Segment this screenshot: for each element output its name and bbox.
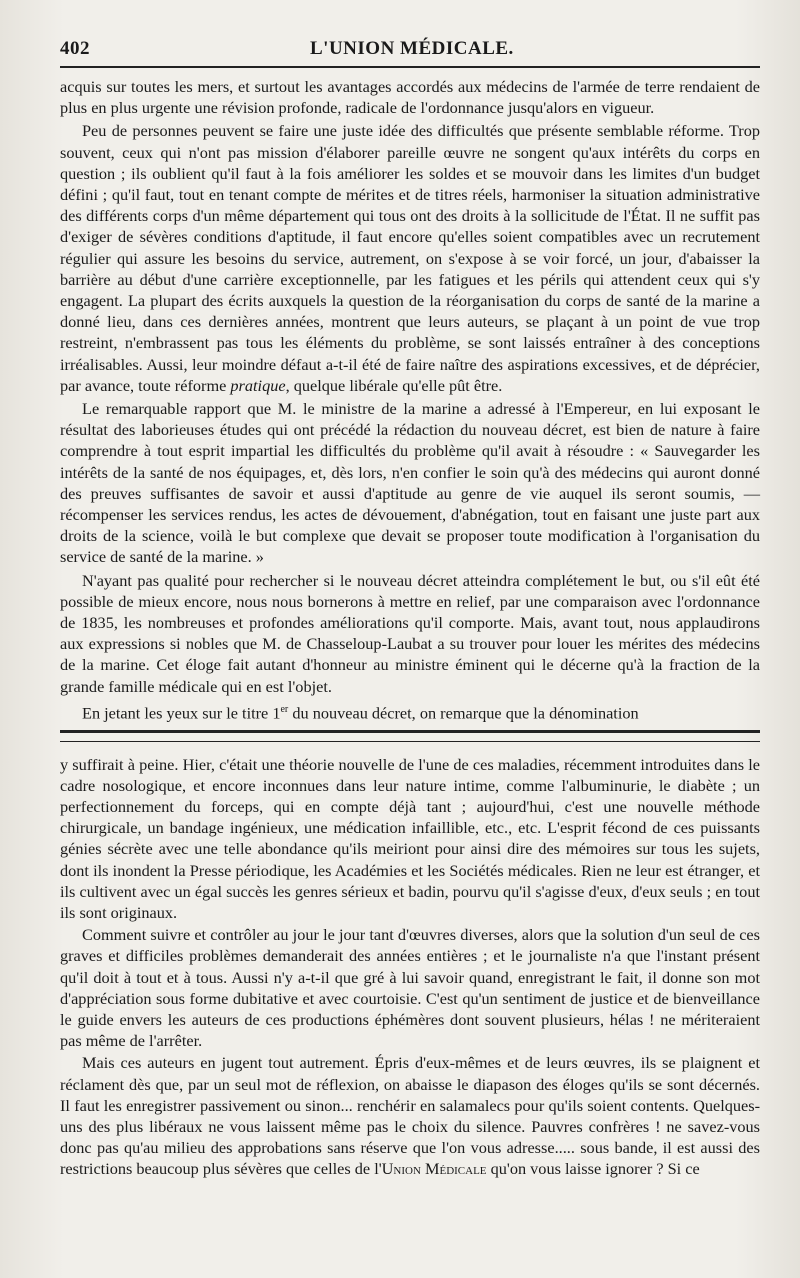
journal-title: L'UNION MÉDICALE. xyxy=(310,38,514,59)
feuilleton-paragraph-3: Mais ces auteurs en jugent tout autrement. Épris d'eux-mêmes et de leurs œuvres, ils se plaignent et réclament dès que, par un seul mot de réflexion, on abaisse le diapason des éloges qu'ils se sont décernés. Il faut les enregistrer passivement ou sinon... renchérir en salamalecs pour qu'ils soient contents. Quelques-uns des plus libéraux ne vous laissent même pas le choix du silence. Pauvres confrères ! ne savez-vous donc pas qu'au milieu des approbations sans réserve que l'on vous adresse..... sous bande, il est aussi des restrictions beaucoup plus sévères que celles de l'Union Médicale qu'on vous laisse ignorer ? Si ce xyxy=(60,1053,760,1179)
article-paragraph-5: En jetant les yeux sur le titre 1er du nouveau décret, on remarque que la dénomination xyxy=(82,703,639,723)
italic-emphasis: pratique xyxy=(230,375,286,395)
article-body xyxy=(60,68,760,724)
feuilleton-paragraph-1: y suffirait à peine. Hier, c'était une théorie nouvelle de l'une de ces maladies, récemment introduites dans le cadre nosologique, et encore inconnues dans leur nature intime, comme l'albuminurie, le diabète ; un perfectionnement du forceps, qui en compte déjà tant ; aujourd'hui, c'est une nouvelle méthode chirurgicale, un bandage ingénieux, une médication infaillible, etc., etc. L'esprit fécond de ces puissants génies sécrète avec une telle abondance qu'ils meiriont pour ainsi dire des mémoires sur tous les sujets, dont ils inondent la Presse périodique, les Académies et les Sociétés médicales. Rien ne leur est étranger, et ils cultivent avec un égal succès les genres sérieux et badin, pourvu qu'il s'agisse d'eux, d'eux seuls ; en tout ils sont originaux. xyxy=(60,754,760,922)
article-paragraph-1: acquis sur toutes les mers, et surtout les avantages accordés aux médecins de l'armée de terre rendaient de plus en plus urgente une révision profonde, radicale de l'ordonnance jusqu'alors en vigueur. xyxy=(60,77,760,118)
feuilleton-divider xyxy=(60,730,760,742)
article-paragraph-2: Peu de personnes peuvent se faire une juste idée des difficultés que présente semblable réforme. Trop souvent, ceux qui n'ont pas mission d'élaborer pareille œuvre ne songent qu'aux intérêts du corps en question ; ils oublient qu'il faut à la fois améliorer les soldes et se mouvoir dans les limites d'un budget défini ; qu'il faut, tout en tenant compte de mérites et de titres réels, harmoniser la situation administrative des différents corps d'un même département qui tous ont des droits à la sollicitude de l'État. Il ne suffit pas d'exiger de sévères conditions d'aptitude, il faut encore qu'elles soient compatibles avec un recrutement régulier qui assure les besoins du service, autrement, on s'expose à se voir forcé, un jour, d'abaisser la barrière au début d'une carrière exceptionnelle, par les fatigues et les périls qui attendent ceux qui s'y engagent. La plupart des écrits auxquels la question de la réorganisation du corps de santé de la marine a donné lieu, dans ces dernières années, montrent que leurs auteurs, se plaçant à un point de vue trop restreint, n'embrassent pas tous les éléments du problème, se sont laissés entraîner à des conceptions irréalisables. Aussi, leur moindre défaut a-t-il été de faire naître des aspirations excessives, et de déprécier, par avance, toute réforme pratique, quelque libérale qu'elle pût être. xyxy=(60,121,760,395)
article-paragraph-4: N'ayant pas qualité pour rechercher si le nouveau décret atteindra complétement le but, ou s'il eût été possible de mieux encore, nous nous bornerons à mettre en relief, par une comparaison avec l'ordonnance de 1835, les nombreuses et profondes améliorations qu'il comporte. Mais, avant tout, nous applaudirons aux expressions si nobles que M. de Chasseloup-Laubat a su trouver pour louer les mérites des médecins de la marine. Cet éloge fait autant d'honneur au ministre éminent qui le décerne qu'à la fraction de la grande famille médicale qui en est l'objet. xyxy=(60,570,760,696)
ordinal-superscript: er xyxy=(280,703,289,715)
journal-name-smallcaps: Union Médicale xyxy=(381,1159,487,1179)
running-head xyxy=(60,38,760,68)
page-number: 402 xyxy=(60,38,90,59)
feuilleton-paragraph-2: Comment suivre et contrôler au jour le jour tant d'œuvres diverses, alors que la solution d'un seul de ces graves et difficiles problèmes demanderait des années entières ; et le journaliste n'a que l'instant présent qu'il doit à tout et à tous. Aussi n'y a-t-il que gré à lui savoir quand, enregistrant le fait, il donne son mot d'appréciation sous forme dubitative et avec courtoisie. C'est qu'un sentiment de justice et de bienveillance le guide envers les auteurs de ces productions éphémères dont souvent plusieurs, hélas ! ne mériteraient pas même de l'arrêter. xyxy=(60,925,760,1051)
article-paragraph-3: Le remarquable rapport que M. le ministre de la marine a adressé à l'Empereur, en lui exposant le résultat des laborieuses études qui ont précédé la rédaction du nouveau décret, est bien de nature à faire comprendre à tout esprit impartial les difficultés du problème qu'il avait à résoudre : « Sauvegarder les intérêts de la santé de nos équipages, et, dès lors, n'en confier le soin qu'à des médecins qui auront donné des preuves suffisantes de savoir et aussi d'aptitude au genre de vie auquel ils seront soumis, — récompenser les services rendus, les actes de dévouement, d'abnégation, tout en faisant une juste part aux droits de la science, voilà le but complexe que devait se proposer toute modification à l'organisation du service de santé de la marine. » xyxy=(60,399,760,567)
feuilleton-body xyxy=(60,754,760,1180)
